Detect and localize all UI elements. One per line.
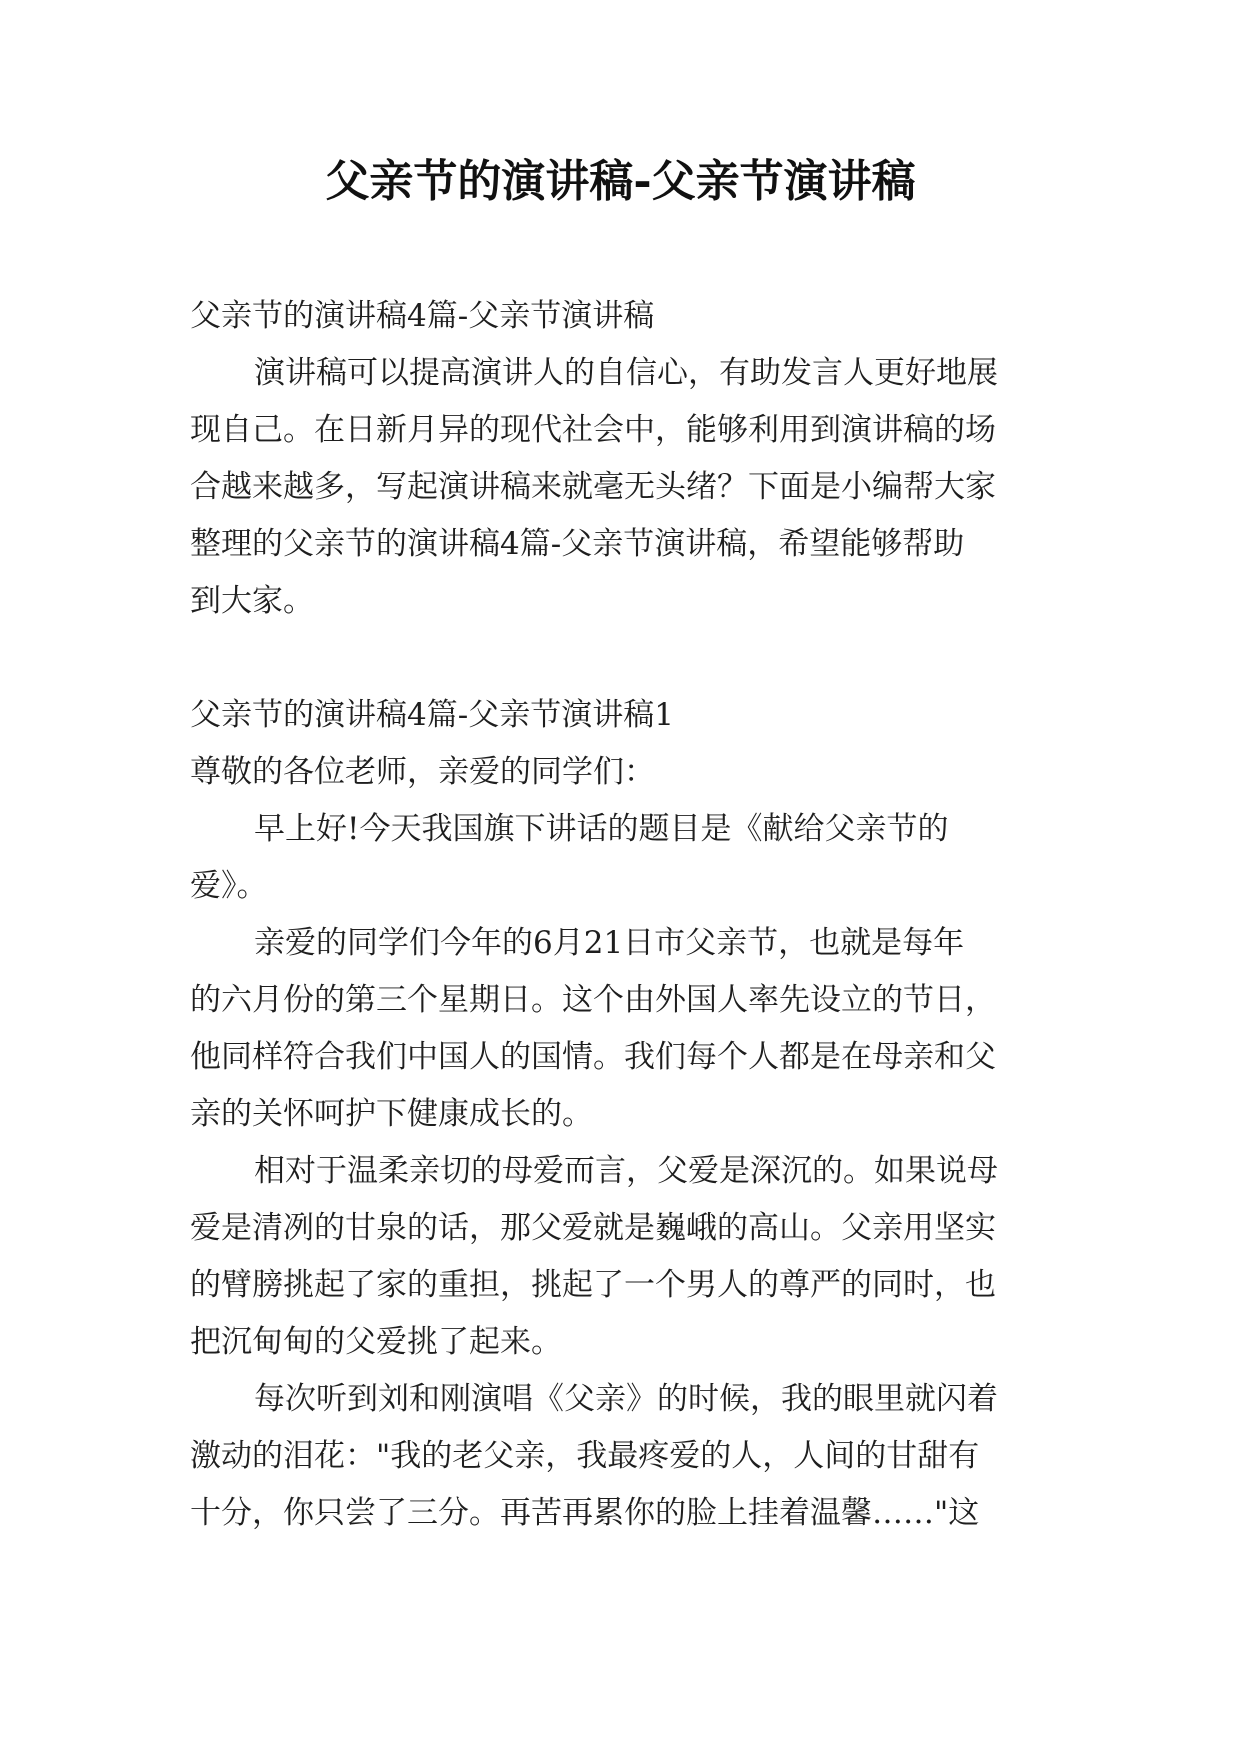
paragraph-line: 十分，你只尝了三分。再苦再累你的脸上挂着温馨……"这 <box>190 1495 980 1531</box>
paragraph-line: 激动的泪花："我的老父亲，我最疼爱的人，人间的甘甜有 <box>190 1438 980 1474</box>
paragraph-line: 把沉甸甸的父爱挑了起来。 <box>190 1324 562 1360</box>
spacer <box>190 630 1060 687</box>
paragraph-line: 他同样符合我们中国人的国情。我们每个人都是在母亲和父 <box>190 1039 996 1075</box>
paragraph-line: 到大家。 <box>190 583 314 619</box>
paragraph-line: 亲的关怀呵护下健康成长的。 <box>190 1096 593 1132</box>
paragraph-line: 的六月份的第三个星期日。这个由外国人率先设立的节日， <box>190 982 996 1018</box>
paragraph-line: 现自己。在日新月异的现代社会中，能够利用到演讲稿的场 <box>190 412 996 448</box>
paragraph-line: 演讲稿可以提高演讲人的自信心，有助发言人更好地展 <box>254 355 998 391</box>
paragraph-line: 每次听到刘和刚演唱《父亲》的时候，我的眼里就闪着 <box>254 1381 998 1417</box>
paragraph-line: 整理的父亲节的演讲稿4篇-父亲节演讲稿，希望能够帮助 <box>190 526 965 562</box>
paragraph-line: 早上好!今天我国旗下讲话的题目是《献给父亲节的 <box>254 811 949 847</box>
document-body <box>190 288 1060 1542</box>
paragraph-line: 爱》。 <box>190 868 268 904</box>
salutation: 尊敬的各位老师，亲爱的同学们： <box>190 754 655 790</box>
document-title: 父亲节的演讲稿-父亲节演讲稿 <box>325 156 916 207</box>
paragraph-line: 亲爱的同学们今年的6月21日市父亲节，也就是每年 <box>254 925 965 961</box>
section-heading: 父亲节的演讲稿4篇-父亲节演讲稿 <box>190 298 655 334</box>
paragraph-line: 爱是清冽的甘泉的话，那父爱就是巍峨的高山。父亲用坚实 <box>190 1210 996 1246</box>
paragraph-line: 相对于温柔亲切的母爱而言，父爱是深沉的。如果说母 <box>254 1153 998 1189</box>
paragraph-line: 的臂膀挑起了家的重担，挑起了一个男人的尊严的同时，也 <box>190 1267 996 1303</box>
paragraph-line: 合越来越多，写起演讲稿来就毫无头绪？下面是小编帮大家 <box>190 469 996 505</box>
section-heading: 父亲节的演讲稿4篇-父亲节演讲稿1 <box>190 697 674 733</box>
